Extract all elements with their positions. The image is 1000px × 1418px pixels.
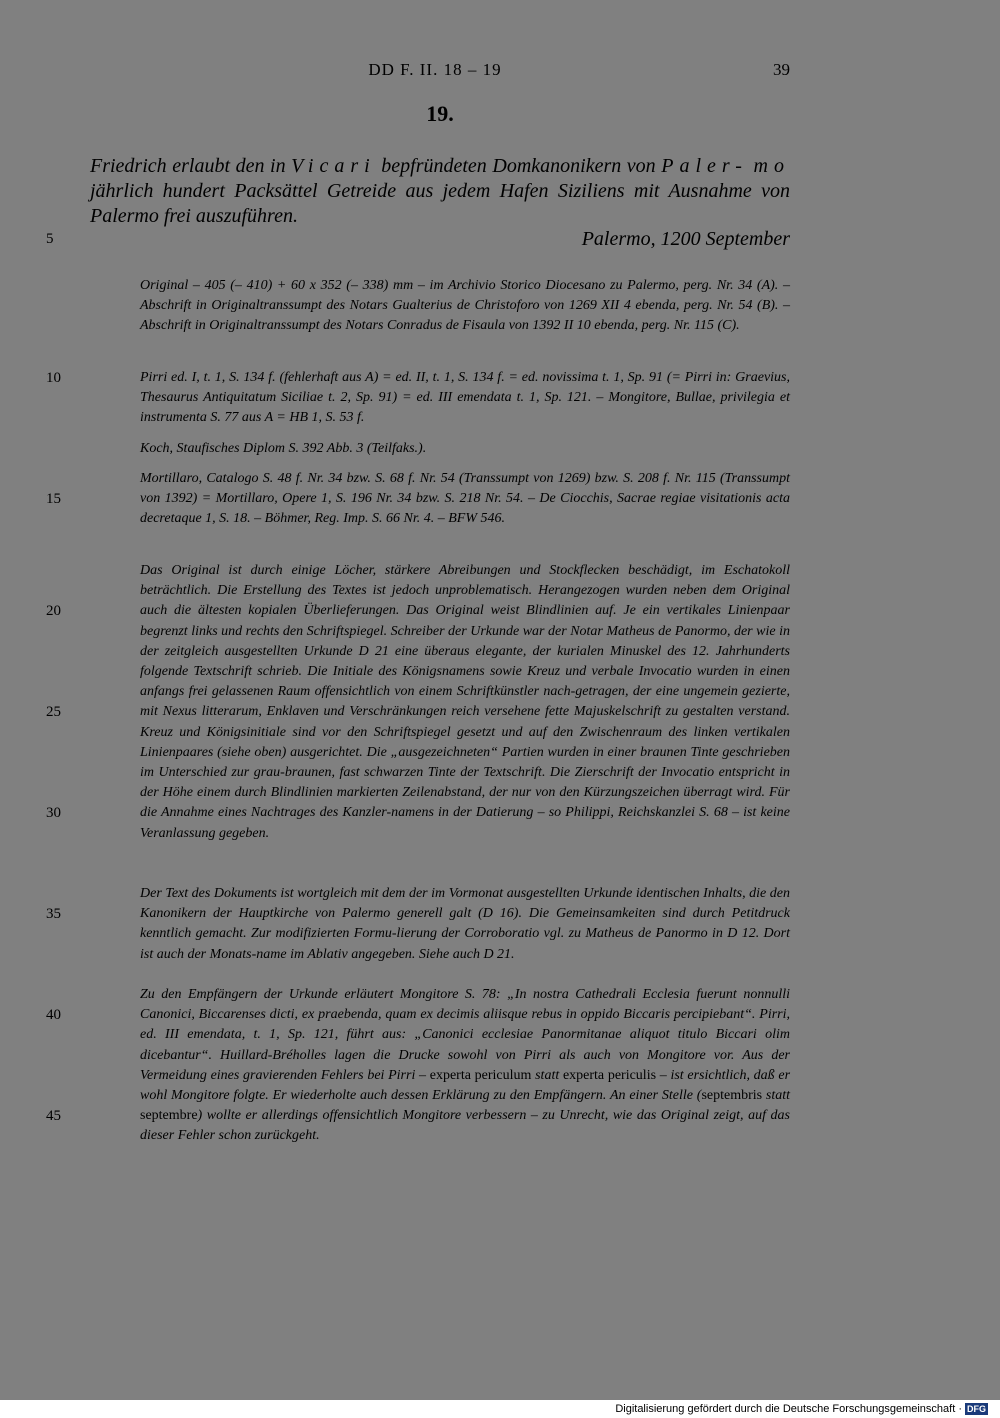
- quoted-reading: experta periculum: [429, 1067, 532, 1083]
- regest-text: jährlich hundert Packsättel Getreide aus jedem Hafen Siziliens mit Ausnahme von Palermo frei auszuführen.: [90, 180, 790, 227]
- commentary-text: statt: [535, 1067, 560, 1083]
- regests-paragraph: Mortillaro, Catalogo S. 48 f. Nr. 34 bzw. S. 68 f. Nr. 54 (Transsumpt von 1269) bzw. S. 208 f. Nr. 115 (Transsumpt von 1392) = Mortillaro, Opere 1, S. 196 Nr. 34 bzw. S. 218 Nr. 54. – De Ciocchis, Sacrae regiae visitationis acta decretaque 1, S. 18. – Böhmer, Reg. Imp. S. 66 Nr. 4. – BFW 546.: [140, 471, 790, 527]
- quoted-reading: experta periculis: [562, 1067, 657, 1083]
- footer-credit: [520, 1401, 988, 1418]
- commentary-paragraph: Das Original ist durch einige Löcher, stärkere Abreibungen und Stockflecken beschädigt, im Eschatokoll beträchtlich. Die Erstellung des Textes ist jedoch unproblematisch. Herangezogen wurden neben dem Original auch die ältesten kopialen Überlieferungen. Das Original weist Blindlinien auf. Je ein vertikales Linienpaar begrenzt links und rechts den Schriftspiegel. Schreiber der Urkunde war der Notar Matheus de Panormo, der wie in der zeitgleich ausgestellten Urkunde D 21 eine überaus elegante, der kurialen Minuskel des 12. Jahrhunderts folgende Textschrift schrieb. Die Initiale des Königsnamens sowie Kreuz und verbale Invocatio wurden in einen anfangs frei gelassenen Raum offensichtlich von einem Schriftkünstler nach-getragen, der eine ungemein gezierte, mit Nexus litterarum, Enklaven und Verschränkungen reich versehene fette Majuskelschrift zu gestalten verstand. Kreuz und Königsinitiale sind vor den Schriftspiegel gesetzt und auf den Zwischenraum des linken vertikalen Linienpaares (siehe oben) ausgerichtet. Die „ausgezeichneten“ Partien wurden in einer braunen Tinte geschrieben im Unterschied zur grau-braunen, fast schwarzen Tinte der Textschrift. Die Zierschrift der Invocatio entspricht in der Höhe einem durch Blindlinien markierten Zeilenabstand, der nur von den Kürzungszeichen überragt wird. Für die Annahme eines Nachtrages des Kanzler-namens in der Datierung – so Philippi, Reichskanzlei S. 68 – ist keine Veranlassung gegeben.: [140, 563, 790, 841]
- tradition-paragraph: Original – 405 (– 410) + 60 x 352 (– 338) mm – im Archivio Storico Diocesano zu Palermo, perg. Nr. 34 (A). – Abschrift in Originaltranssumpt des Notars Gualterius de Christoforo von 1269 XII 4 ebenda, perg. Nr. 54 (B). – Abschrift in Originaltranssumpt des Notars Conradus de Fisaula von 1392 II 10 ebenda, perg. Nr. 115 (C).: [140, 278, 790, 334]
- running-header: DD F. II. 18 – 19: [368, 60, 502, 79]
- regest-place-vicari: Vicari: [291, 155, 376, 177]
- line-number: 30: [46, 805, 61, 821]
- line-number: 35: [46, 906, 61, 922]
- regest-text: Friedrich erlaubt den in: [90, 155, 292, 177]
- regest-text: bepfründeten Domkanonikern von: [375, 155, 662, 177]
- dfg-logo-icon: DFG: [967, 1404, 986, 1415]
- regest-place-palermo-end: mo: [753, 155, 790, 177]
- commentary-text: – ist ersichtlich, daß er wohl Mongitore folgte. Er wiederholte auch dessen Erklärung zu den Empfängern. An einer Stelle (: [140, 1067, 791, 1104]
- quoted-reading: septembre: [140, 1108, 198, 1124]
- regest: [90, 154, 790, 229]
- line-number: 10: [46, 370, 61, 386]
- regest-place-palermo: Paler-: [661, 155, 748, 177]
- quoted-reading: septembris: [701, 1088, 763, 1104]
- document-number: 19.: [426, 101, 454, 126]
- commentary-text: Zu den Empfängern der Urkunde erläutert Mongitore S. 78: „In nostra Cathedrali Ecclesia fuerunt nonnulli Canonici, Biccarenses dicti, ex praebenda, quam ex decimis aliisque rebus in oppido Biccaris percipiebant“. Pirri, ed. III emendata, t. 1, Sp. 121, führt aus: „Canonici ecclesiae Panormitanae aliquot titulo Biccari olim dicebantur“. Huillard-Bréholles lagen die Drucke sowohl von Pirri als auch von Mongitore vor. Aus der Vermeidung eines gravierenden Fehlers bei Pirri –: [140, 987, 790, 1083]
- commentary-paragraph: Der Text des Dokuments ist wortgleich mit dem der im Vormonat ausgestellten Urkunde identischen Inhalts, die den Kanonikern der Hauptkirche von Palermo generell galt (D 16). Die Gemeinsamkeiten sind durch Petitdruck kenntlich gemacht. Zur modifizierten Formu-lierung der Corroboratio vgl. zu Matheus de Panormo in D 12. Dort ist auch der Monats-name im Ablativ angegeben. Siehe auch D 21.: [140, 886, 790, 962]
- line-number: 25: [46, 704, 61, 720]
- commentary-paragraph: [140, 985, 790, 1147]
- commentary-text: ) wollte er allerdings offensichtlich Mongitore verbessern – zu Unrecht, wie das Original zeigt, auf das dieser Fehler schon zurückgeht.: [140, 1108, 790, 1144]
- line-number: 20: [46, 603, 61, 619]
- line-number: 45: [46, 1108, 61, 1124]
- footer-text: Digitalisierung gefördert durch die Deutsche Forschungsgemeinschaft ·: [615, 1403, 962, 1415]
- line-number: 15: [46, 491, 61, 507]
- line-number: 5: [46, 231, 54, 247]
- facsimile-paragraph: Koch, Staufisches Diplom S. 392 Abb. 3 (Teilfaks.).: [140, 441, 427, 456]
- editions-paragraph: Pirri ed. I, t. 1, S. 134 f. (fehlerhaft aus A) = ed. II, t. 1, S. 134 f. = ed. novissima t. 1, Sp. 91 (= Pirri in: Graevius, Thesaurus Antiquitatum Siciliae t. 2, Sp. 91) = ed. III emendata t. 1, Sp. 121. – Mongitore, Bullae, privilegia et instrumenta S. 77 aus A = HB 1, S. 53 f.: [140, 370, 790, 426]
- dating-line: Palermo, 1200 September: [581, 228, 790, 250]
- commentary-text: statt: [765, 1088, 791, 1104]
- page-number: 39: [773, 60, 790, 79]
- line-number: 40: [46, 1007, 61, 1023]
